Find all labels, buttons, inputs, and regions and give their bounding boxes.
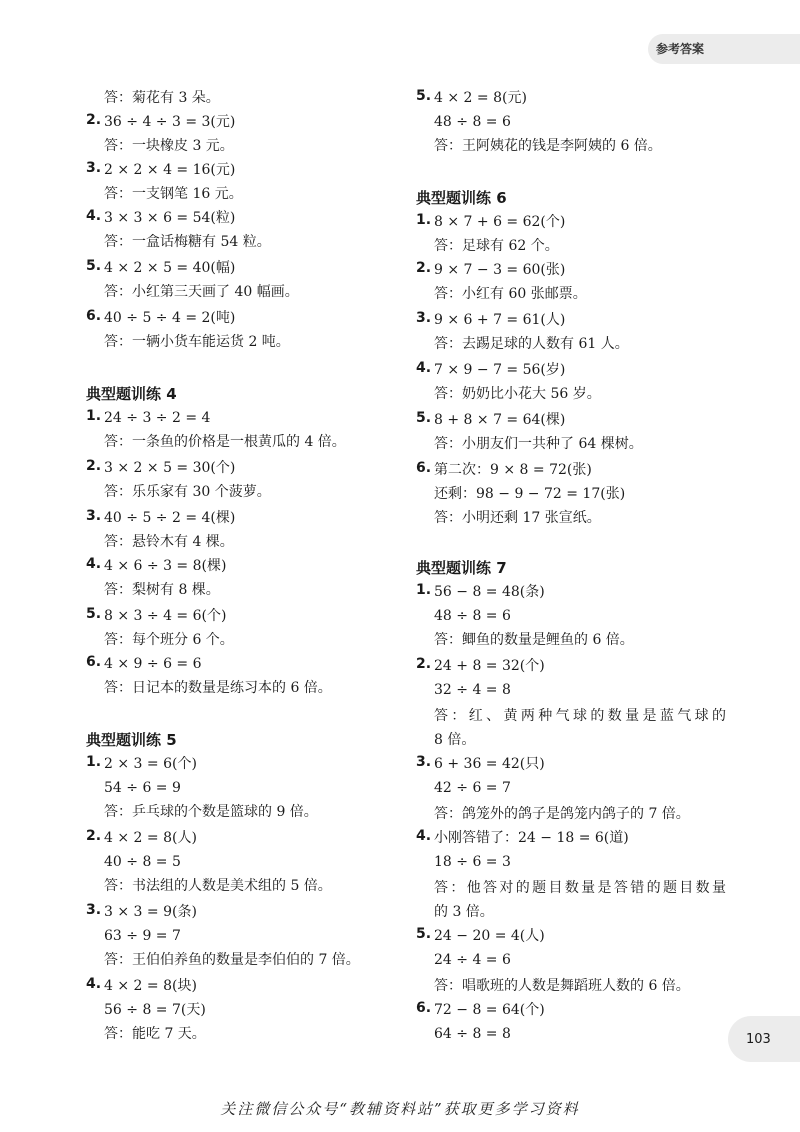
answer-line: 答：唱歌班的人数是舞蹈班人数的 6 倍。 [434,978,690,994]
item-number: 6. [416,460,432,476]
equation: 42 ÷ 6 = 7 [434,780,511,796]
answer-line: 答：梨树有 8 棵。 [104,582,220,598]
item-number: 5. [416,410,432,426]
answer-line: 答：王伯伯养鱼的数量是李伯伯的 7 倍。 [104,952,360,968]
item-number: 5. [86,258,102,274]
item-number: 4. [86,208,102,224]
answer-line: 答：悬铃木有 4 棵。 [104,534,234,550]
answer-line: 答：他答对的题目数量是答错的题目数量 [434,880,726,896]
item-number: 6. [86,654,102,670]
equation: 4 × 9 ÷ 6 = 6 [104,656,202,672]
equation: 2 × 2 × 4 = 16(元) [104,162,236,178]
answer-line: 答：一支钢笔 16 元。 [104,186,243,202]
item-number: 4. [416,828,432,844]
equation: 9 × 6 + 7 = 61(人) [434,312,566,328]
equation: 48 ÷ 8 = 6 [434,608,511,624]
item-number: 1. [86,408,102,424]
answer-line: 答：小朋友们一共种了 64 棵树。 [434,436,643,452]
item-number: 4. [86,556,102,572]
section-title: 典型题训练 5 [86,731,177,749]
equation: 64 ÷ 8 = 8 [434,1026,511,1042]
equation: 72 − 8 = 64(个) [434,1002,545,1018]
item-number: 2. [416,260,432,276]
equation: 56 ÷ 8 = 7(天) [104,1002,206,1018]
item-number: 5. [416,926,432,942]
equation: 第二次：9 × 8 = 72(张) [434,462,592,478]
section-title: 典型题训练 7 [416,559,507,577]
answer-line: 答：书法组的人数是美术组的 5 倍。 [104,878,332,894]
answer-line: 答：去踢足球的人数有 61 人。 [434,336,629,352]
item-number: 5. [416,88,432,104]
section-label: 参考答案 [656,42,705,56]
equation: 3 × 3 × 6 = 54(粒) [104,210,236,226]
footer-watermark: 关注微信公众号“教辅资料站”获取更多学习资料 [220,1100,580,1118]
item-number: 3. [86,160,102,176]
item-number: 5. [86,606,102,622]
equation: 40 ÷ 8 = 5 [104,854,181,870]
section-title: 典型题训练 6 [416,189,507,207]
equation: 63 ÷ 9 = 7 [104,928,181,944]
item-number: 4. [86,976,102,992]
answer-line: 答：小红有 60 张邮票。 [434,286,587,302]
equation: 24 ÷ 4 = 6 [434,952,511,968]
answer-line: 答：能吃 7 天。 [104,1026,206,1042]
item-number: 2. [86,828,102,844]
equation: 2 × 3 = 6(个) [104,756,197,772]
answer-line: 答：菊花有 3 朵。 [104,90,220,106]
equation: 48 ÷ 8 = 6 [434,114,511,130]
equation: 4 × 2 × 5 = 40(幅) [104,260,236,276]
equation: 8 + 8 × 7 = 64(棵) [434,412,566,428]
equation: 24 ÷ 3 ÷ 2 = 4 [104,410,211,426]
item-number: 3. [416,310,432,326]
equation: 4 × 2 = 8(块) [104,978,197,994]
equation: 24 + 8 = 32(个) [434,658,545,674]
answer-line: 答：一条鱼的价格是一根黄瓜的 4 倍。 [104,434,346,450]
equation: 56 − 8 = 48(条) [434,584,545,600]
equation: 24 − 20 = 4(人) [434,928,545,944]
item-number: 3. [86,902,102,918]
item-number: 3. [416,754,432,770]
answer-line: 答：红、黄两种气球的数量是蓝气球的 [434,708,726,724]
equation: 8 × 7 + 6 = 62(个) [434,214,566,230]
equation: 40 ÷ 5 ÷ 4 = 2(吨) [104,310,236,326]
answer-line: 答：一辆小货车能运货 2 吨。 [104,334,290,350]
equation: 7 × 9 − 7 = 56(岁) [434,362,566,378]
answer-line: 答：一块橡皮 3 元。 [104,138,234,154]
equation: 小刚答错了：24 − 18 = 6(道) [434,830,629,846]
item-number: 2. [86,458,102,474]
answer-line: 答：乒乓球的个数是篮球的 9 倍。 [104,804,318,820]
equation: 36 ÷ 4 ÷ 3 = 3(元) [104,114,236,130]
equation: 40 ÷ 5 ÷ 2 = 4(棵) [104,510,236,526]
item-number: 6. [416,1000,432,1016]
answer-line-continued: 8 倍。 [434,732,476,748]
answer-line: 答：小明还剩 17 张宣纸。 [434,510,601,526]
item-number: 3. [86,508,102,524]
equation: 18 ÷ 6 = 3 [434,854,511,870]
section-title: 典型题训练 4 [86,385,177,403]
equation: 4 × 6 ÷ 3 = 8(棵) [104,558,227,574]
equation: 8 × 3 ÷ 4 = 6(个) [104,608,227,624]
equation: 32 ÷ 4 = 8 [434,682,511,698]
item-number: 1. [416,582,432,598]
equation: 54 ÷ 6 = 9 [104,780,181,796]
item-number: 2. [86,112,102,128]
item-number: 6. [86,308,102,324]
answer-line: 答：鸽笼外的鸽子是鸽笼内鸽子的 7 倍。 [434,806,690,822]
answer-line: 答：奶奶比小花大 56 岁。 [434,386,601,402]
answer-line: 答：乐乐家有 30 个菠萝。 [104,484,271,500]
item-number: 1. [416,212,432,228]
answer-line: 答：足球有 62 个。 [434,238,559,254]
item-number: 1. [86,754,102,770]
equation: 4 × 2 = 8(人) [104,830,197,846]
equation: 3 × 3 = 9(条) [104,904,197,920]
answer-line: 答：一盒话梅糖有 54 粒。 [104,234,271,250]
item-number: 4. [416,360,432,376]
equation: 9 × 7 − 3 = 60(张) [434,262,566,278]
answer-line-continued: 的 3 倍。 [434,904,494,920]
answer-line: 答：王阿姨花的钱是李阿姨的 6 倍。 [434,138,662,154]
answer-line: 答：小红第三天画了 40 幅画。 [104,284,299,300]
answer-line: 答：鲫鱼的数量是鲤鱼的 6 倍。 [434,632,634,648]
answer-line: 答：每个班分 6 个。 [104,632,234,648]
equation: 还剩：98 − 9 − 72 = 17(张) [434,486,626,502]
equation: 6 + 36 = 42(只) [434,756,545,772]
item-number: 2. [416,656,432,672]
equation: 3 × 2 × 5 = 30(个) [104,460,236,476]
page-number: 103 [728,1016,800,1062]
equation: 4 × 2 = 8(元) [434,90,527,106]
answer-line: 答：日记本的数量是练习本的 6 倍。 [104,680,332,696]
